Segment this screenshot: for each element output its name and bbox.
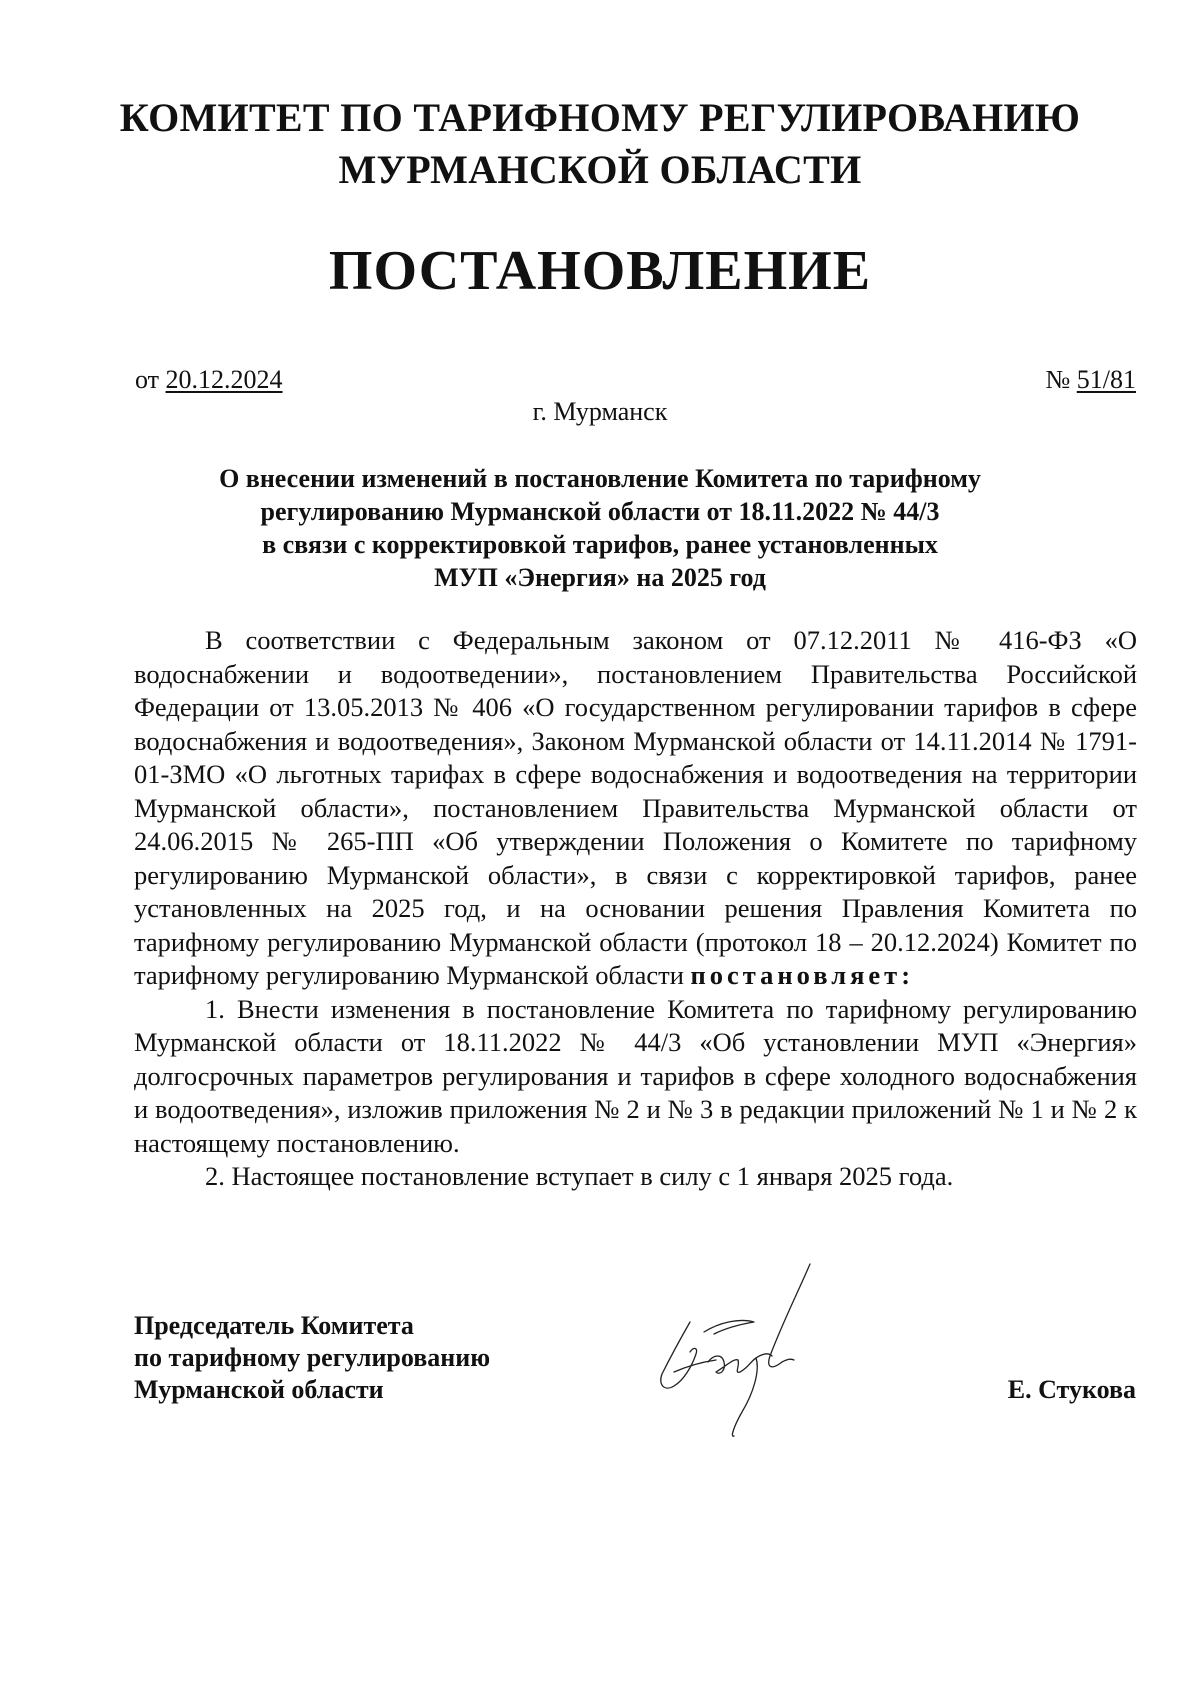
- subject-line2: регулированию Мурманской области от 18.11.2022 № 44/3: [260, 497, 940, 526]
- preamble-paragraph: [134, 624, 1137, 993]
- document-subject: [150, 462, 1050, 594]
- document-date: [135, 364, 283, 396]
- preamble-text: В соответствии с Федеральным законом от 07.12.2011 № 416-ФЗ «О водоснабжении и водоотведении», постановлением Правительства Российской Федерации от 13.05.2013 № 406 «О государственном регулировании тарифов в сфере водоснабжения и водоотведения», Законом Мурманской области от 14.11.2014 № 1791-01-ЗМО «О льготных тарифах в сфере водоснабжения и водоотведения на территории Мурманской области», постановлением Правительства Мурманской области от 24.06.2015 № 265-ПП «Об утверждении Положения о Комитете по тарифному регулированию Мурманской области», в связи с корректировкой тарифов, ранее установленных на 2025 год, и на основании решения Правления Комитета по тарифному регулированию Мурманской области (протокол 18 – 20.12.2024) Комитет по тарифному регулированию Мурманской области: [134, 625, 1137, 990]
- signatory-title-line3: Мурманской области: [134, 1375, 384, 1404]
- signer-name: Е. Стукова: [1007, 1375, 1136, 1404]
- organization-name-line1: КОМИТЕТ ПО ТАРИФНОМУ РЕГУЛИРОВАНИЮ: [119, 95, 1081, 140]
- organization-name: [0, 92, 1200, 196]
- document-number: [1045, 364, 1136, 396]
- signatory-title-line2: по тарифному регулированию: [134, 1343, 491, 1372]
- decision-colon: :: [901, 960, 911, 990]
- subject-line4: МУП «Энергия» на 2025 год: [434, 563, 766, 592]
- decision-word: постановляет: [690, 960, 902, 990]
- item-1-paragraph: 1. Внести изменения в постановление Комитета по тарифному регулированию Мурманской области от 18.11.2022 № 44/3 «Об установлении МУП «Энергия» долгосрочных параметров регулирования и тарифов в сфере холодного водоснабжения и водоотведения», изложив приложения № 2 и № 3 в редакции приложений № 1 и № 2 к настоящему постановлению.: [134, 993, 1137, 1158]
- organization-name-line2: МУРМАНСКОЙ ОБЛАСТИ: [338, 147, 862, 192]
- subject-line1: О внесении изменений в постановление Комитета по тарифному: [219, 464, 981, 493]
- handwritten-signature: [630, 1262, 860, 1462]
- signatory-title-line1: Председатель Комитета: [134, 1311, 414, 1340]
- document-type-title: ПОСТАНОВЛЕНИЕ: [328, 240, 872, 302]
- signatory-title: [134, 1310, 490, 1406]
- date-prefix: от: [135, 365, 166, 394]
- city-line: г. Мурманск: [532, 397, 668, 426]
- item-2-paragraph: 2. Настоящее постановление вступает в силу с 1 января 2025 года.: [205, 1161, 954, 1191]
- document-body: [134, 624, 1137, 1194]
- date-value: 20.12.2024: [165, 365, 283, 394]
- number-value: 51/81: [1076, 365, 1136, 394]
- number-prefix: №: [1045, 365, 1077, 394]
- subject-line3: в связи с корректировкой тарифов, ранее установленных: [262, 530, 938, 559]
